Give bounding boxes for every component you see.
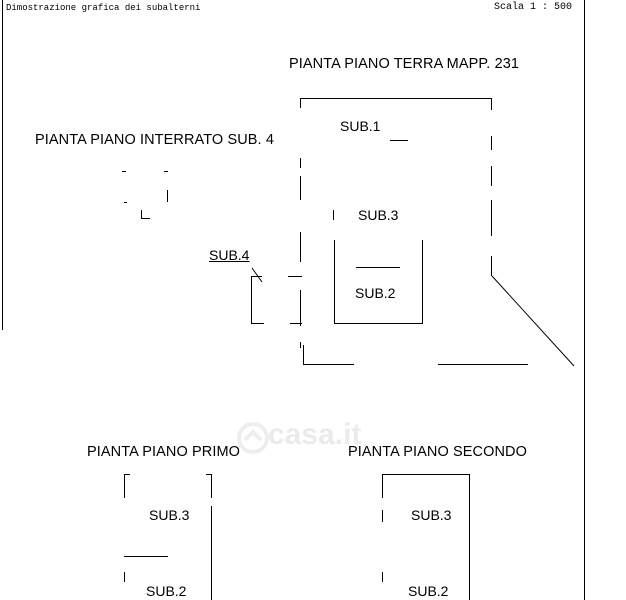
ground-sub2-label: SUB.2 <box>355 285 396 301</box>
ground-floor-title: PIANTA PIANO TERRA MAPP. 231 <box>289 56 520 72</box>
second-floor-outline <box>382 474 470 600</box>
second-sub3-label: SUB.3 <box>411 507 452 523</box>
scale-label: Scala 1 : 500 <box>494 2 573 13</box>
watermark-text: casa.it <box>268 418 362 451</box>
basement-outline <box>122 172 168 219</box>
first-floor-title: PIANTA PIANO PRIMO <box>87 444 241 460</box>
first-sub2-label: SUB.2 <box>146 583 187 599</box>
second-floor-title: PIANTA PIANO SECONDO <box>348 444 527 460</box>
first-floor-outline <box>124 474 212 600</box>
watermark-house-icon <box>239 424 267 452</box>
ground-sub1-label: SUB.1 <box>340 118 381 134</box>
first-sub3-label: SUB.3 <box>149 507 190 523</box>
header-description: Dimostrazione grafica dei subalterni <box>6 3 201 13</box>
ground-sub3-label: SUB.3 <box>358 207 399 223</box>
second-sub2-label: SUB.2 <box>408 583 449 599</box>
basement-sub4-label: SUB.4 <box>209 247 250 263</box>
ground-floor-outline <box>300 98 574 366</box>
basement-title: PIANTA PIANO INTERRATO SUB. 4 <box>35 132 274 148</box>
sub4-outline <box>251 268 302 324</box>
